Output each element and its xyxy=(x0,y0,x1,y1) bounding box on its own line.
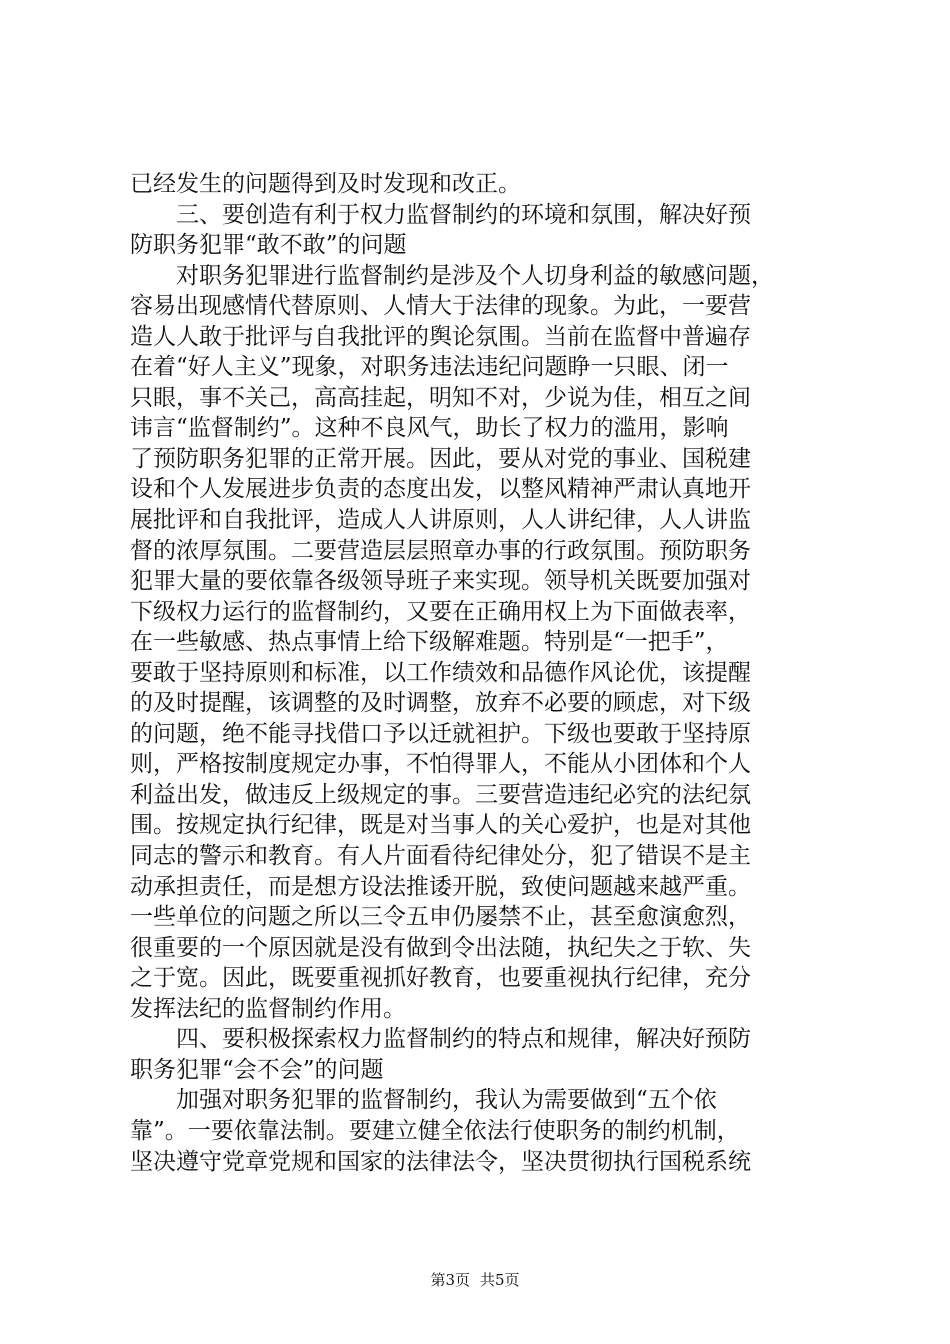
text-line: 了预防职务犯罪的正常开展。因此，要从对党的事业、国税建 xyxy=(130,445,751,472)
text-line: 动承担责任，而是想方设法推诿开脱，致使问题越来越严重。 xyxy=(130,873,751,900)
text-line: 对职务犯罪进行监督制约是涉及个人切身利益的敏感问题， xyxy=(130,262,774,289)
text-line: 犯罪大量的要依靠各级领导班子来实现。领导机关既要加强对 xyxy=(130,568,751,595)
text-line: 很重要的一个原因就是没有做到令出法随，执纪失之于软、失 xyxy=(130,934,751,961)
text-line: 造人人敢于批评与自我批评的舆论氛围。当前在监督中普遍存 xyxy=(130,323,751,350)
text-line: 靠”。一要依靠法制。要建立健全依法行使职务的制约机制， xyxy=(130,1117,740,1144)
page-footer xyxy=(0,1270,950,1290)
text-line: 的问题，绝不能寻找借口予以迁就袒护。下级也要敢于坚持原 xyxy=(130,720,751,747)
text-line: 督的浓厚氛围。二要营造层层照章办事的行政氛围。预防职务 xyxy=(130,537,751,564)
text-line: 设和个人发展进步负责的态度出发，以整风精神严肃认真地开 xyxy=(130,476,751,503)
text-line: 发挥法纪的监督制约作用。 xyxy=(130,995,406,1022)
text-line: 要敢于坚持原则和标准，以工作绩效和品德作风论优，该提醒 xyxy=(130,659,751,686)
text-line: 同志的警示和教育。有人片面看待纪律处分，犯了错误不是主 xyxy=(130,843,751,870)
text-line: 则，严格按制度规定办事，不怕得罪人，不能从小团体和个人 xyxy=(130,751,751,778)
text-line: 职务犯罪“会不会”的问题 xyxy=(130,1056,384,1083)
text-line: 利益出发，做违反上级规定的事。三要营造违纪必究的法纪氛 xyxy=(130,781,751,808)
body-text xyxy=(130,169,830,1177)
text-line: 四、要积极探索权力监督制约的特点和规律，解决好预防 xyxy=(130,1026,751,1053)
text-line: 下级权力运行的监督制约，又要在正确用权上为下面做表率， xyxy=(130,598,751,625)
text-line: 加强对职务犯罪的监督制约，我认为需要做到“五个依 xyxy=(130,1087,717,1114)
text-line: 已经发生的问题得到及时发现和改正。 xyxy=(130,171,521,197)
text-line: 围。按规定执行纪律，既是对当事人的关心爱护，也是对其他 xyxy=(130,812,751,839)
text-line: 三、要创造有利于权力监督制约的环境和氛围，解决好预 xyxy=(130,201,751,228)
text-line: 展批评和自我批评，造成人人讲原则，人人讲纪律，人人讲监 xyxy=(130,507,751,534)
text-line: 之于宽。因此，既要重视抓好教育，也要重视执行纪律，充分 xyxy=(130,965,751,992)
text-line: 在着“好人主义”现象，对职务违法违纪问题睁一只眼、闭一 xyxy=(130,354,729,381)
page-number: 第3页 xyxy=(430,1271,470,1289)
text-line: 的及时提醒，该调整的及时调整，放弃不必要的顾虑，对下级 xyxy=(130,690,751,717)
text-line: 讳言“监督制约”。这种不良风气，助长了权力的滥用，影响 xyxy=(130,415,729,442)
text-line: 一些单位的问题之所以三令五申仍屡禁不止，甚至愈演愈烈， xyxy=(130,904,751,931)
text-line: 防职务犯罪“敢不敢”的问题 xyxy=(130,232,407,259)
text-line: 在一些敏感、热点事情上给下级解难题。特别是“一把手”， xyxy=(130,629,729,656)
page-total: 共5页 xyxy=(480,1271,520,1289)
text-line: 坚决遵守党章党规和国家的法律法令，坚决贯彻执行国税系统 xyxy=(130,1148,751,1175)
text-line: 只眼，事不关己，高高挂起，明知不对，少说为佳，相互之间 xyxy=(130,384,751,411)
text-line: 容易出现感情代替原则、人情大于法律的现象。为此，一要营 xyxy=(130,293,751,320)
